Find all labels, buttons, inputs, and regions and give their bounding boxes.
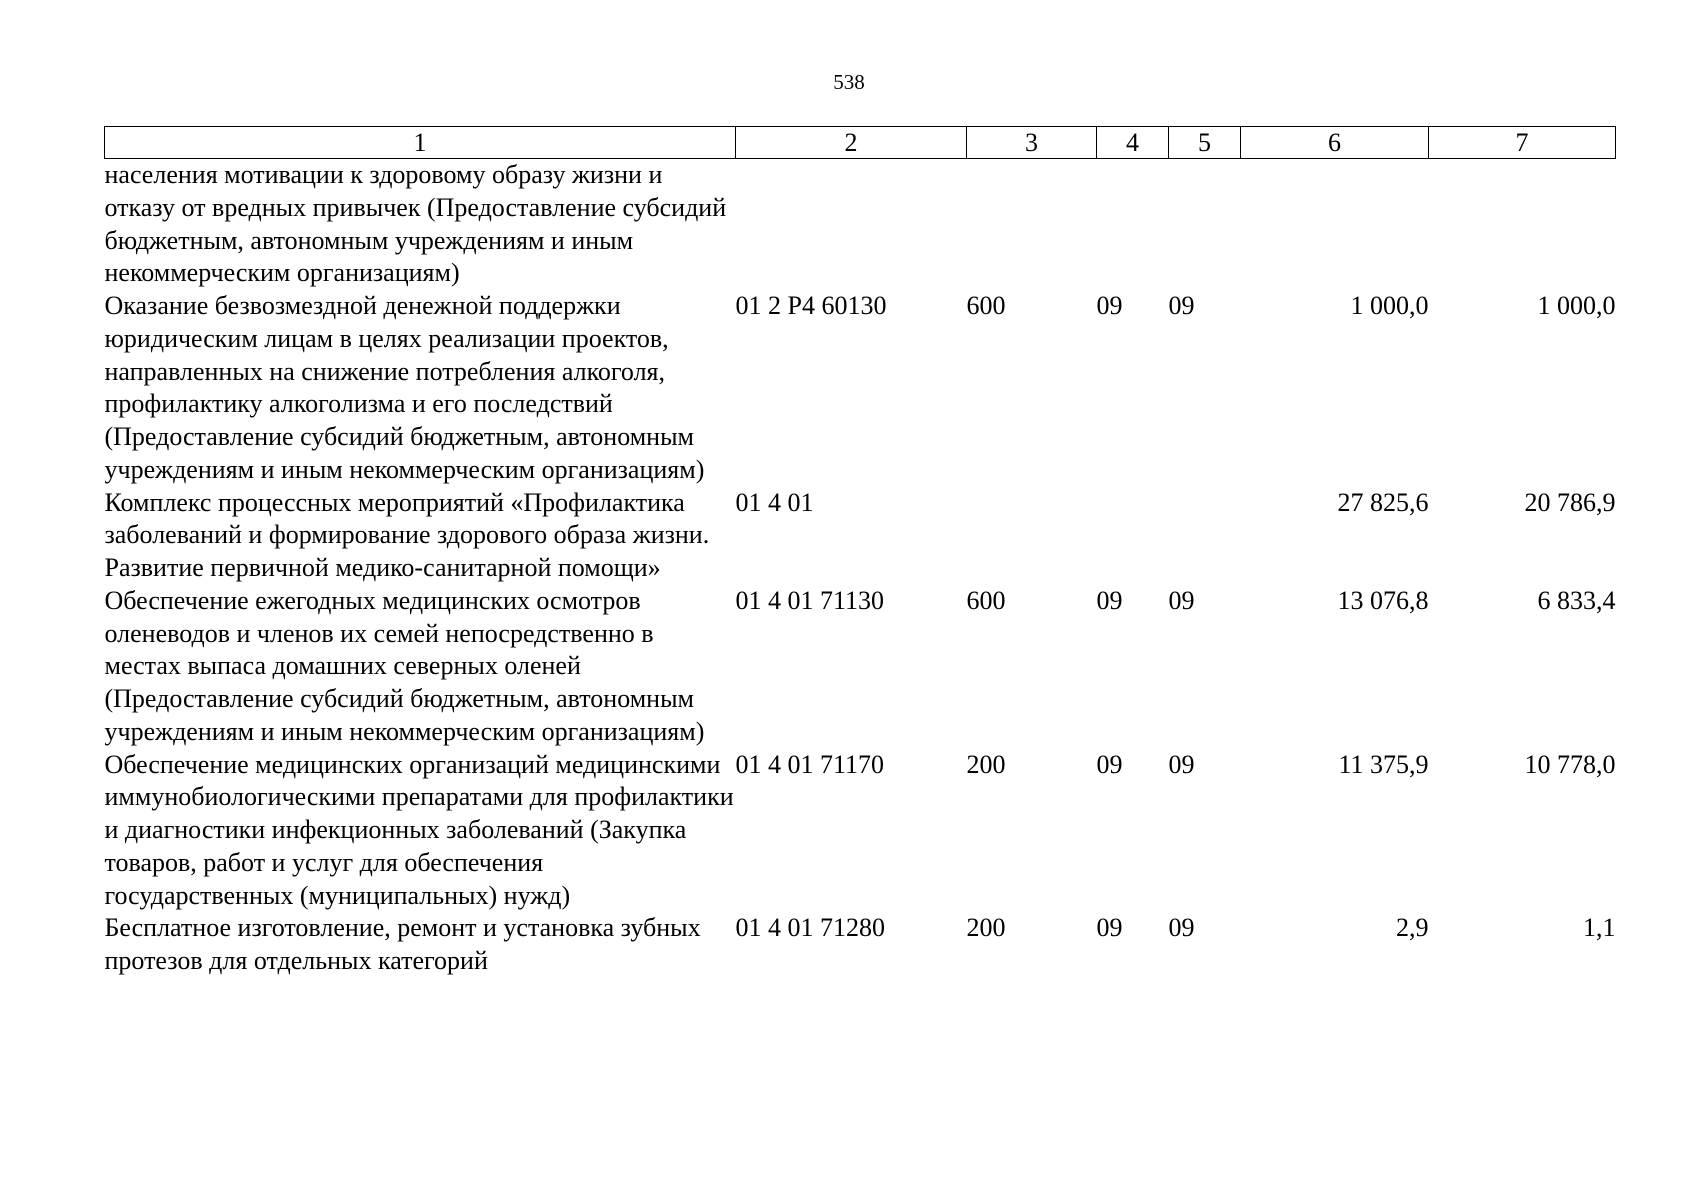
row-col7: 10 778,0 — [1524, 749, 1616, 779]
table-row — [105, 487, 1616, 585]
budget-table — [104, 126, 1616, 978]
column-header-5: 5 — [1169, 127, 1241, 159]
row-col6: 27 825,6 — [1337, 487, 1429, 517]
row-col3: 200 — [966, 749, 1006, 779]
row-code: 01 4 01 71280 — [735, 913, 885, 943]
row-col7: 1,1 — [1583, 913, 1616, 943]
row-col4: 09 — [1096, 291, 1123, 320]
row-col6: 1 000,0 — [1350, 291, 1429, 320]
row-col4: 09 — [1096, 749, 1123, 779]
row-description: Обеспечение ежегодных медицинских осмотров оленеводов и членов их семей непосредственно в местах выпаса домашних северных оленей (Предоставление субсидий бюджетным, автономным учреждениям и иным некоммерческим организациям) — [104, 585, 705, 746]
row-col5: 09 — [1168, 291, 1195, 320]
column-header-2: 2 — [736, 127, 967, 159]
row-col5 — [1169, 487, 1241, 585]
row-col3: 600 — [966, 291, 1006, 320]
row-code — [736, 159, 967, 291]
table-row — [105, 912, 1616, 978]
row-description: Бесплатное изготовление, ремонт и установка зубных протезов для отдельных категорий — [104, 913, 701, 975]
row-col7: 6 833,4 — [1537, 585, 1616, 615]
table-row — [105, 585, 1616, 749]
row-col5: 09 — [1168, 913, 1195, 943]
row-col5: 09 — [1168, 749, 1195, 779]
row-col3: 600 — [966, 585, 1006, 615]
row-col4: 09 — [1096, 585, 1123, 615]
table-row — [105, 749, 1616, 913]
row-code: 01 2 Р4 60130 — [735, 291, 887, 320]
row-col7: 1 000,0 — [1537, 291, 1616, 320]
row-col7: 20 786,9 — [1524, 487, 1616, 517]
column-header-3: 3 — [967, 127, 1097, 159]
row-col6: 2,9 — [1396, 913, 1429, 943]
row-code: 01 4 01 — [735, 487, 814, 517]
header-row — [105, 127, 1616, 159]
row-col7 — [1429, 159, 1616, 291]
row-col4 — [1097, 487, 1169, 585]
column-header-1: 1 — [105, 127, 736, 159]
row-col3 — [967, 487, 1097, 585]
row-description: Оказание безвозмездной денежной поддержки юридическим лицам в целях реализации проектов, направленных на снижение потребления алкоголя, профилактику алкоголизма и его последствий (Предоставление субсидий бюджетным, автономным учреждениям и иным некоммерческим организациям) — [104, 291, 705, 484]
table-row — [105, 159, 1616, 291]
row-col5 — [1169, 159, 1241, 291]
row-col6: 13 076,8 — [1337, 585, 1429, 615]
column-header-4: 4 — [1097, 127, 1169, 159]
row-col6 — [1241, 159, 1429, 291]
row-col4 — [1097, 159, 1169, 291]
row-description: Обеспечение медицинских организаций медицинскими иммунобиологическими препаратами для профилактики и диагностики инфекционных заболеваний (Закупка товаров, работ и услуг для обеспечения государственных (муниципальных) нужд) — [104, 749, 734, 910]
row-description: населения мотивации к здоровому образу жизни и отказу от вредных привычек (Предоставление субсидий бюджетным, автономным учреждениям и иным некоммерческим организациям) — [104, 160, 727, 288]
row-code: 01 4 01 71170 — [735, 749, 885, 779]
row-col6: 11 375,9 — [1338, 749, 1429, 779]
row-col4: 09 — [1096, 913, 1123, 943]
row-col3: 200 — [966, 913, 1006, 943]
column-header-6: 6 — [1241, 127, 1429, 159]
row-col3 — [967, 159, 1097, 291]
column-header-7: 7 — [1429, 127, 1616, 159]
page-number: 538 — [833, 70, 865, 94]
row-code: 01 4 01 71130 — [735, 585, 885, 615]
table-row — [105, 290, 1616, 487]
row-col5: 09 — [1168, 585, 1195, 615]
row-description: Комплекс процессных мероприятий «Профилактика заболеваний и формирование здорового образа жизни. Развитие первичной медико-санитарной помощи» — [104, 487, 710, 582]
